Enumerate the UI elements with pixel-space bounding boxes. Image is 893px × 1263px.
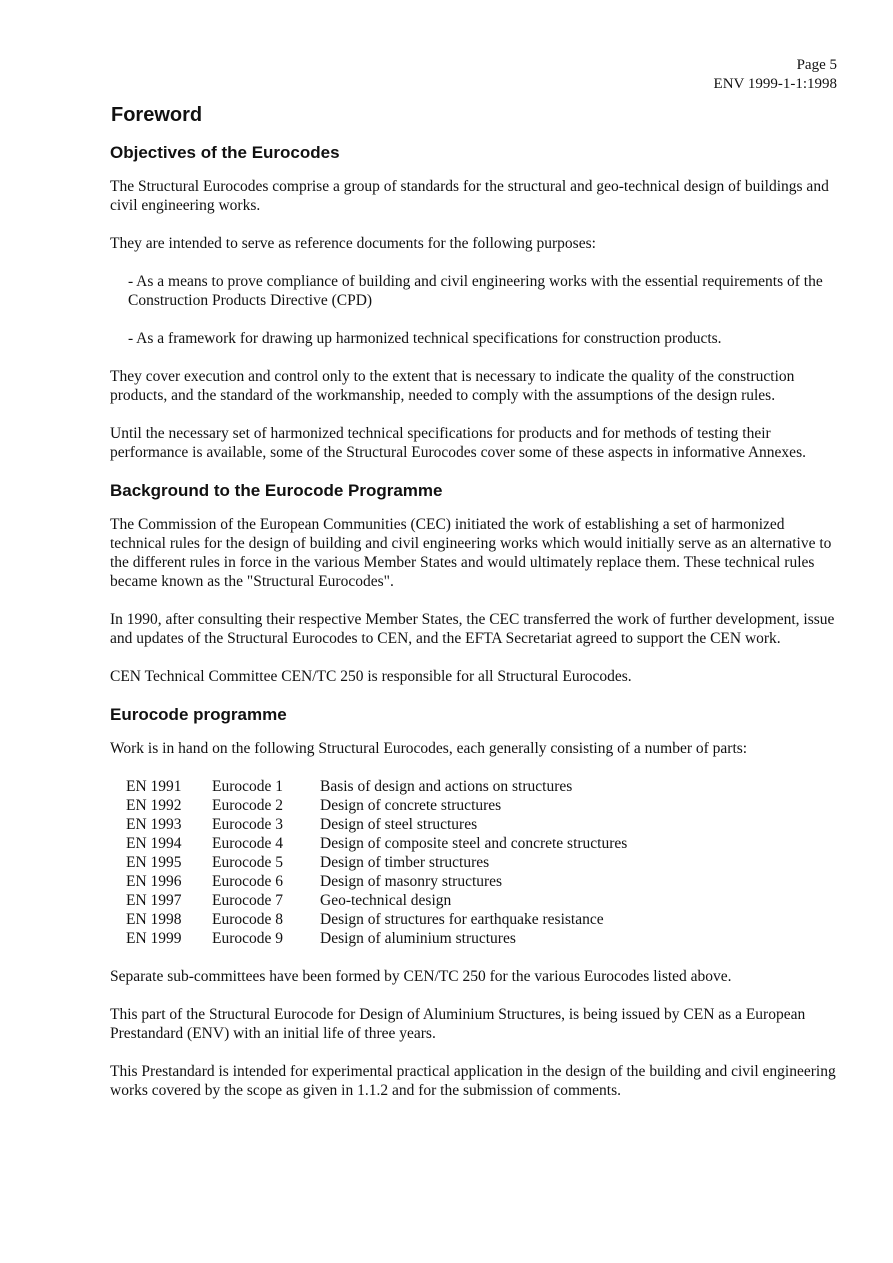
eurocode-name: Eurocode 4 [212,835,284,852]
eurocode-table [126,777,627,948]
paragraph: The Structural Eurocodes comprise a group of standards for the structural and geo-technical design of buildings and civil engineering works. [110,178,829,214]
en-number: EN 1994 [126,835,182,852]
eurocode-description: Design of steel structures [320,816,478,833]
eurocode-description: Design of timber structures [320,854,490,871]
paragraph: They cover execution and control only to the extent that is necessary to indicate the quality of the construction products, and the standard of the workmanship, needed to comply with the assumptions of the design rules. [110,368,795,404]
paragraph: Separate sub-committees have been formed by CEN/TC 250 for the various Eurocodes listed above. [110,968,732,985]
eurocode-description: Design of concrete structures [320,797,502,814]
eurocode-name: Eurocode 2 [212,797,284,814]
en-number: EN 1999 [126,930,182,947]
table-row [126,834,627,853]
eurocode-name: Eurocode 8 [212,911,284,928]
en-number: EN 1998 [126,911,182,928]
objectives-heading: Objectives of the Eurocodes [110,143,340,162]
table-row [126,872,627,891]
table-row [126,891,627,910]
page-content [108,104,838,1119]
page-header [714,56,837,94]
foreword-title: Foreword [111,104,203,126]
eurocode-name: Eurocode 5 [212,854,284,871]
eurocode-description: Design of composite steel and concrete structures [320,835,628,852]
table-row [126,796,627,815]
eurocode-description: Design of aluminium structures [320,930,516,947]
eurocode-description: Design of structures for earthquake resistance [320,911,604,928]
eurocode-description: Basis of design and actions on structures [320,778,573,795]
purpose-list [128,272,838,348]
paragraph: Work is in hand on the following Structural Eurocodes, each generally consisting of a number of parts: [110,740,748,757]
paragraph: They are intended to serve as reference documents for the following purposes: [110,235,596,252]
eurocode-name: Eurocode 3 [212,816,284,833]
paragraph: This part of the Structural Eurocode for Design of Aluminium Structures, is being issued by CEN as a European Prestandard (ENV) with an initial life of three years. [110,1006,806,1042]
table-row [126,929,627,948]
table-row [126,815,627,834]
table-row [126,853,627,872]
page-number: Page 5 [796,57,837,73]
en-number: EN 1992 [126,797,182,814]
eurocode-description: Design of masonry structures [320,873,503,890]
paragraph: This Prestandard is intended for experimental practical application in the design of the building and civil engineering works covered by the scope as given in 1.1.2 and for the submission of comments. [110,1063,836,1099]
table-row [126,777,627,796]
eurocode-name: Eurocode 1 [212,778,284,795]
en-number: EN 1991 [126,778,182,795]
en-number: EN 1993 [126,816,182,833]
eurocode-name: Eurocode 7 [212,892,284,909]
en-number: EN 1996 [126,873,182,890]
en-number: EN 1995 [126,854,182,871]
paragraph: The Commission of the European Communities (CEC) initiated the work of establishing a set of harmonized technical rules for the design of building and civil engineering works which would initially serve as an alternative to the different rules in force in the various Member States and would ultimately replace them. These technical rules became known as the "Structural Eurocodes". [110,516,832,590]
programme-heading: Eurocode programme [110,705,287,724]
eurocode-description: Geo-technical design [320,892,452,909]
paragraph: CEN Technical Committee CEN/TC 250 is responsible for all Structural Eurocodes. [110,668,632,685]
standard-id: ENV 1999-1-1:1998 [713,76,837,92]
paragraph: In 1990, after consulting their respective Member States, the CEC transferred the work of further development, issue and updates of the Structural Eurocodes to CEN, and the EFTA Secretariat agreed to support the CEN work. [110,611,835,647]
background-heading: Background to the Eurocode Programme [110,481,443,500]
list-item: - As a framework for drawing up harmonized technical specifications for construction products. [128,330,722,347]
eurocode-name: Eurocode 9 [212,930,284,947]
en-number: EN 1997 [126,892,182,909]
paragraph: Until the necessary set of harmonized technical specifications for products and for methods of testing their performance is available, some of the Structural Eurocodes cover some of these aspects in informative Annexes. [110,425,806,461]
eurocode-name: Eurocode 6 [212,873,284,890]
table-row [126,910,627,929]
list-item: - As a means to prove compliance of building and civil engineering works with the essential requirements of the Construction Products Directive (CPD) [128,273,823,309]
